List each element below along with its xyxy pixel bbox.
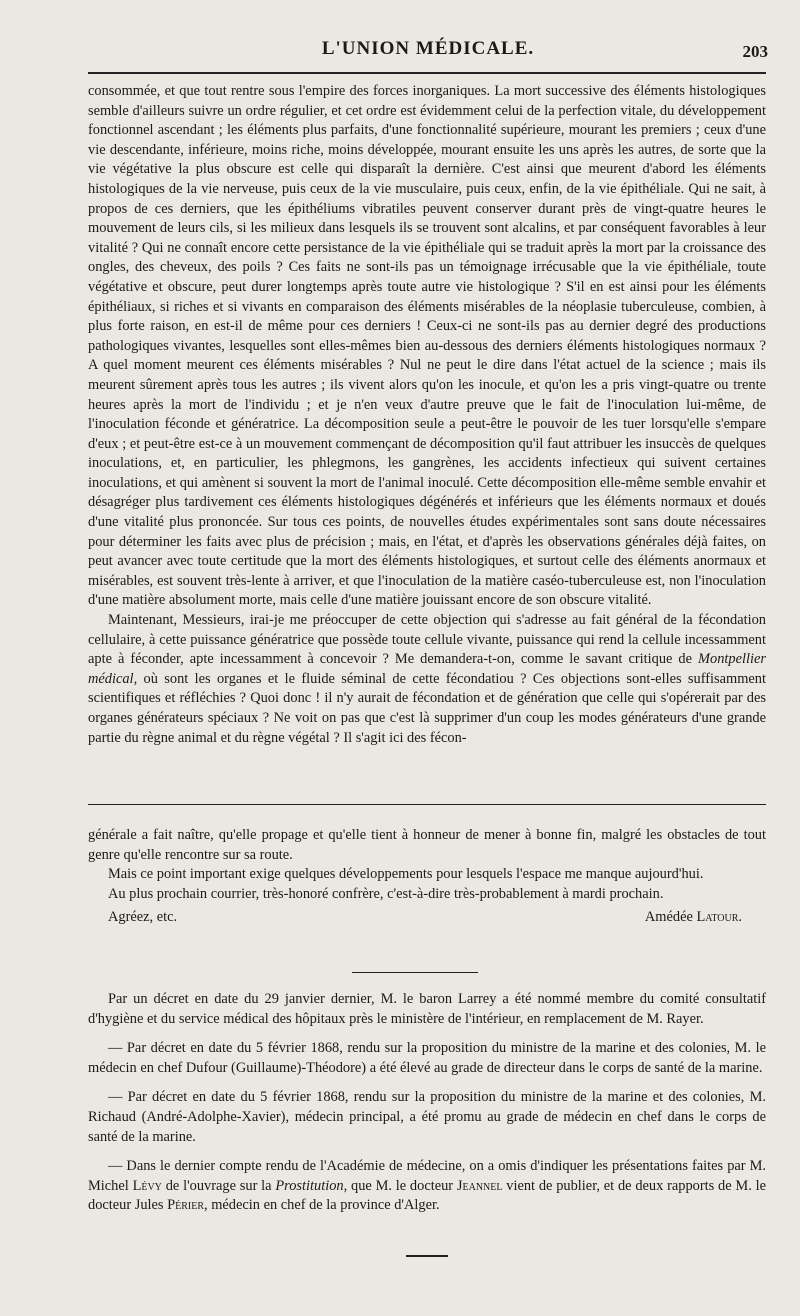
feuilleton-separator-rule xyxy=(88,804,766,805)
page-number: 203 xyxy=(742,42,768,61)
name-perier: Périer xyxy=(167,1197,205,1214)
feuilleton-text xyxy=(88,826,766,928)
feuilleton-paragraph-3: Au plus prochain courrier, très-honoré confrère, c'est-à-dire très-probablement à mardi prochain. xyxy=(108,885,664,902)
main-article-text xyxy=(88,82,766,748)
signature-first-name: Amédée xyxy=(644,909,697,926)
article-paragraph-1: consommée, et que tout rentre sous l'empire des forces inorganiques. La mort successive des éléments histologiques semble d'ailleurs suivre un ordre régulier, et cet ordre est évidemment celui de la perfection vitale, du développement fonctionnel ascendant ; les éléments plus parfaits, d'une fonctionnalité supérieure, mourant les premiers ; ceux d'une vie descendante, inférieure, moins riche, moins développée, mourant ensuite les uns après les autres, de sorte que la vie végétative la plus obscure est celle qui disparaît la dernière. C'est ainsi que meurent d'abord les éléments histologiques de la vie nerveuse, puis ceux de la vie musculaire, puis ceux, enfin, de la vie épithéliale. Qui ne sait, à propos de ces derniers, que les épithéliums vibratiles peuvent conserver durant près de vingt-quatre heures le mouvement de leurs cils, si les milieux dans lesquels ils se trouvent sont alcalins, et par conséquent favorables à leur vitalité ? Qui ne connaît encore cette persistance de la vie épithéliale qui se traduit après la mort par la croissance des ongles, des cheveux, des poils ? Ces faits ne sont-ils pas un témoignage irrécusable que la vie épithéliale, toute végétative et obscure, peut durer longtemps après toute autre vie histologique ? S'il en est ainsi pour les éléments épithéliaux, si riches et si vivants en comparaison des éléments misérables de la néoplasie tuberculeuse, combien, à plus forte raison, en est-il de même pour ces derniers ! Ceux-ci ne sont-ils pas au dernier degré des productions pathologiques vivantes, lesquelles sont elles-mêmes bien au-dessous des derniers éléments histologiques normaux ? A quel moment meurent ces éléments misérables ? Nul ne peut le dire dans l'état actuel de la science ; mais ils meurent sûrement après tous les autres ; ils vivent alors qu'on les inocule, et qu'on les a pris vingt-quatre ou trente heures après la mort de l'individu ; et je n'en veux d'autre preuve que le fait de l'inoculation lui-même, de l'inoculation féconde et génératrice. La décomposition seule a peut-être le pouvoir de les tuer lorsqu'elle s'empare d'eux ; et peut-être est-ce à un mouvement commençant de décomposition qu'il faut attribuer les insuccès de quelques inoculations, et, en particulier, les phlegmons, les gangrènes, les accidents infectieux qui suivent certaines inoculations, et qui amènent si souvent la mort de l'animal inoculé. Cette décomposition elle-même semble envahir et désagréger plus tardivement ces éléments histologiques dégénérés et inférieurs que les éléments normaux et doués d'une vitalité plus prononcée. Sur tous ces points, de nouvelles études expérimentales sont sans doute nécessaires pour déterminer les faits avec plus de précision ; mais, en l'état, et d'après les observations générales déjà faites, on peut avancer avec toute certitude que la mort des éléments histologiques, et surtout celle des éléments anormaux et misérables, est souvent très-lente à arriver, et que l'inoculation de la matière caséo-tuberculeuse est, non l'inoculation d'une matière absolument morte, mais celle d'une matière jouissant encore de son obscure vitalité. xyxy=(88,83,766,609)
closing-formula: Agréez, etc. xyxy=(108,909,178,926)
news-item-1: Par un décret en date du 29 janvier dernier, M. le baron Larrey a été nommé membre du comité consultatif d'hygiène et du service médical des hôpitaux près le ministère de l'intérieur, en remplacement de M. Rayer. xyxy=(88,991,766,1027)
book-title-italic: Prostitution xyxy=(275,1177,344,1194)
signature-last-name: Latour. xyxy=(696,909,742,926)
header-rule xyxy=(88,72,766,74)
page-header xyxy=(88,38,768,70)
signoff-line xyxy=(88,908,766,928)
article-paragraph-2-start: Maintenant, Messieurs, irai-je me préoccuper de cette objection qui s'adresse au fait général de la fécondation cellulaire, à cette puissance génératrice que possède toute cellule vivante, puissance qui rend la cellule incessamment apte à féconder, apte incessamment à concevoir ? Me demandera-t-on, comme le savant critique de xyxy=(88,612,766,668)
journal-title-italic: Montpellier médical xyxy=(88,651,766,687)
news-separator-rule xyxy=(352,972,478,973)
news-item-4 xyxy=(88,1157,766,1216)
author-signature xyxy=(645,908,742,928)
news-item-3: — Par décret en date du 5 février 1868, rendu sur la proposition du ministre de la marine et des colonies, M. Richaud (André-Adolphe-Xavier), médecin principal, a été promu au grade de médecin en chef dans le corps de santé de la marine. xyxy=(88,1089,766,1145)
name-jeannel: Jeannel xyxy=(456,1177,503,1194)
article-paragraph-2 xyxy=(88,611,766,748)
end-rule xyxy=(406,1255,448,1257)
news-section xyxy=(88,990,766,1216)
article-paragraph-2-end: , où sont les organes et le fluide séminal de cette fécondatiou ? Ces objections sont-elles suffisamment scientifiques et réfléchies ? Quoi donc ! il n'y aurait de fécondation et de génération que celle qui s'opérerait par des organes générateurs spéciaux ? Ne voit on pas que c'est là supprimer d'un coup les modes générateurs d'une grande partie du règne animal et du règne végétal ? Il s'agit ici des fécon- xyxy=(88,670,766,746)
news-item-4-text-b: de l'ouvrage sur la xyxy=(161,1177,276,1194)
news-item-4-text-a: — Dans le dernier compte rendu de l'Académie de médecine, on a omis d'indiquer les présentations faites par M. Michel xyxy=(88,1158,766,1194)
feuilleton-paragraph-1: générale a fait naître, qu'elle propage et qu'elle tient à honneur de mener à bonne fin, malgré les obstacles de tout genre qu'elle rencontre sur sa route. xyxy=(88,827,766,863)
news-item-2: — Par décret en date du 5 février 1868, rendu sur la proposition du ministre de la marine et des colonies, M. le médecin en chef Dufour (Guillaume)-Théodore) a été élevé au grade de directeur dans le corps de santé de la marine. xyxy=(88,1040,766,1076)
name-levy: Lévy xyxy=(132,1177,162,1194)
news-item-4-text-d: vient de publier, et de deux rapports de M. le docteur Jules xyxy=(88,1177,767,1214)
news-item-4-text-c: , que M. le docteur xyxy=(343,1177,457,1194)
running-title: L'UNION MÉDICALE. xyxy=(321,38,535,59)
news-item-4-text-e: , médecin en chef de la province d'Alger. xyxy=(204,1197,440,1214)
feuilleton-paragraph-2: Mais ce point important exige quelques développements pour lesquels l'espace me manque aujourd'hui. xyxy=(108,866,704,883)
